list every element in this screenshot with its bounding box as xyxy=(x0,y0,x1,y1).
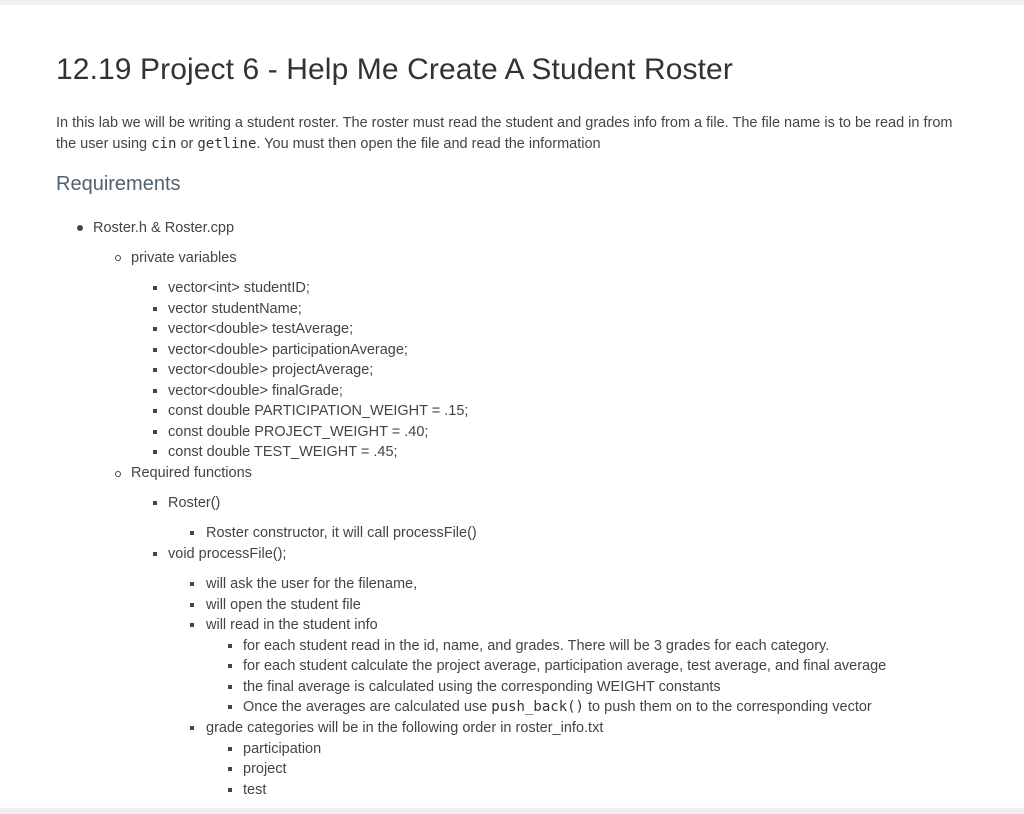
var-item: const double PARTICIPATION_WEIGHT = .15; xyxy=(168,403,469,419)
bullet-square xyxy=(190,603,194,607)
categories-intro: grade categories will be in the following order in roster_info.txt xyxy=(206,720,604,736)
fn-process-file: void processFile(); xyxy=(168,546,287,562)
process-step: will ask the user for the filename, xyxy=(206,576,418,592)
bullet-square xyxy=(153,409,157,413)
list-item-required-functions: Required functions xyxy=(131,465,252,481)
var-item: const double TEST_WEIGHT = .45; xyxy=(168,444,398,460)
fn-roster: Roster() xyxy=(168,495,221,511)
process-step: will read in the student info xyxy=(206,617,378,633)
pushback-code: push_back() xyxy=(491,699,584,715)
bullet-square xyxy=(153,327,157,331)
intro-text-2: or xyxy=(176,136,198,152)
pushback-text-2: to push them on to the corresponding vector xyxy=(583,699,872,715)
var-item: vector studentName; xyxy=(168,301,302,317)
var-item: vector<int> studentID; xyxy=(168,280,310,296)
bullet-square xyxy=(153,501,157,505)
requirements-heading: Requirements xyxy=(56,173,181,195)
intro-text-1: In this lab we will be writing a student roster. The roster must read the student and grades info from a file. The file name is to be read in from the user using xyxy=(56,115,953,152)
bullet-square xyxy=(190,582,194,586)
read-step: the final average is calculated using the corresponding WEIGHT constants xyxy=(243,679,721,695)
bullet-square xyxy=(228,664,232,668)
bullet-square xyxy=(153,307,157,311)
pushback-text-1: Once the averages are calculated use xyxy=(243,699,492,715)
bullet-circle xyxy=(115,471,121,477)
var-item: vector<double> finalGrade; xyxy=(168,383,343,399)
bullet-square xyxy=(228,788,232,792)
intro-text-3: . You must then open the file and read the information xyxy=(256,136,601,152)
bullet-square xyxy=(190,726,194,730)
page xyxy=(0,5,1024,808)
var-item: vector<double> projectAverage; xyxy=(168,362,374,378)
var-item: const double PROJECT_WEIGHT = .40; xyxy=(168,424,429,440)
fn-roster-desc: Roster constructor, it will call processFile() xyxy=(206,525,477,541)
bullet-square xyxy=(153,286,157,290)
list-item-private-variables: private variables xyxy=(131,250,237,266)
bullet-square xyxy=(228,747,232,751)
bullet-square xyxy=(153,552,157,556)
bullet-disc xyxy=(77,225,83,231)
read-step-pushback xyxy=(243,697,872,717)
intro-code-cin: cin xyxy=(151,136,177,152)
bullet-square xyxy=(228,644,232,648)
bullet-square xyxy=(153,348,157,352)
category-item: test xyxy=(243,782,267,798)
category-item: participation xyxy=(243,741,322,757)
read-step: for each student read in the id, name, and grades. There will be 3 grades for each category. xyxy=(243,638,830,654)
bullet-square xyxy=(153,430,157,434)
bullet-square xyxy=(190,623,194,627)
list-item-files: Roster.h & Roster.cpp xyxy=(93,220,235,236)
bullet-square xyxy=(228,685,232,689)
bullet-square xyxy=(153,450,157,454)
bullet-circle xyxy=(115,255,121,261)
var-item: vector<double> testAverage; xyxy=(168,321,354,337)
bullet-square xyxy=(153,389,157,393)
intro-paragraph xyxy=(56,113,956,155)
bullet-square xyxy=(190,531,194,535)
bullet-square xyxy=(228,705,232,709)
category-item: project xyxy=(243,761,287,777)
page-title: 12.19 Project 6 - Help Me Create A Student Roster xyxy=(56,53,733,86)
var-item: vector<double> participationAverage; xyxy=(168,342,408,358)
intro-code-getline: getline xyxy=(197,136,257,152)
bullet-square xyxy=(153,368,157,372)
read-step: for each student calculate the project average, participation average, test average, and final average xyxy=(243,658,887,674)
bullet-square xyxy=(228,767,232,771)
process-step: will open the student file xyxy=(206,597,361,613)
